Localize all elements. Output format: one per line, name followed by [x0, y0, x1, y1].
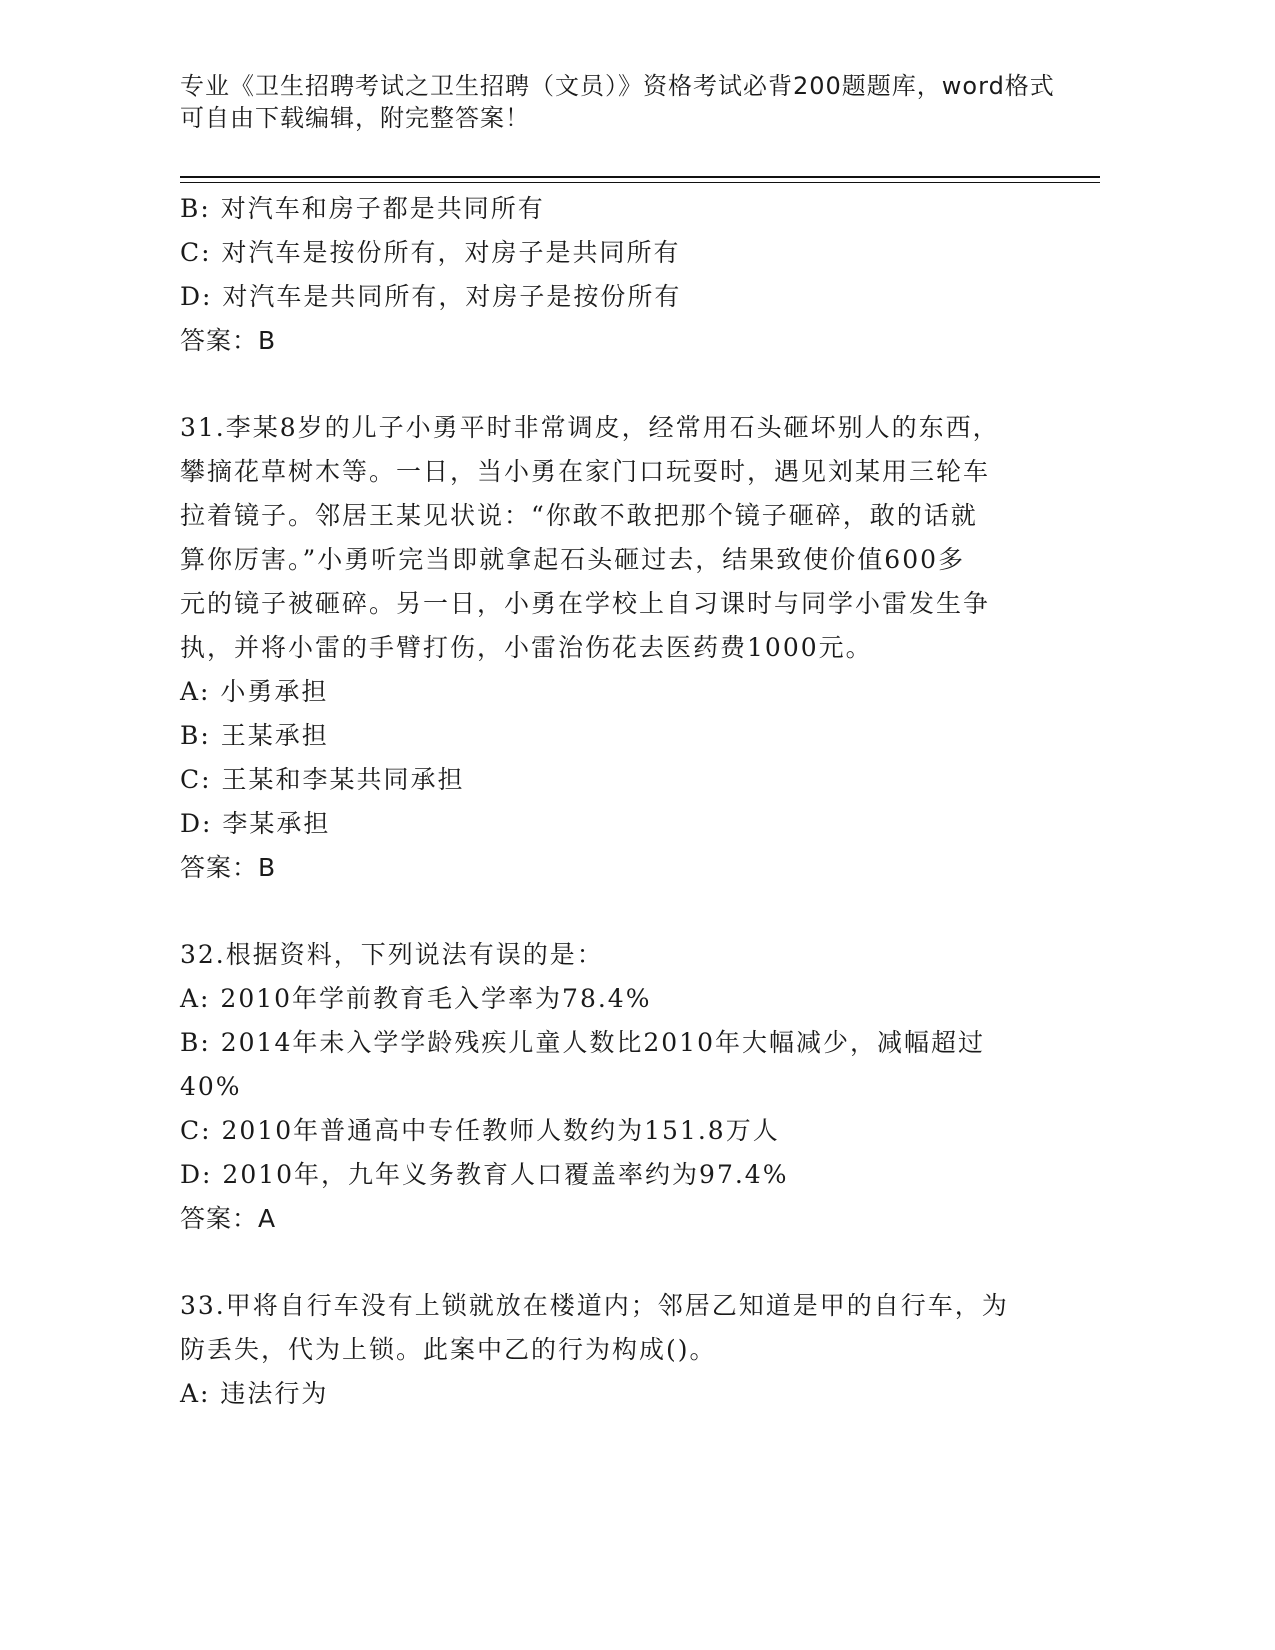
- question-stem: 32.根据资料，下列说法有误的是：: [180, 940, 604, 969]
- option-a: A: 违法行为: [180, 1379, 329, 1408]
- option-b: B: 对汽车和房子都是共同所有: [180, 194, 545, 223]
- stem-line: 防丢失，代为上锁。此案中乙的行为构成()。: [180, 1335, 717, 1364]
- option-d: D: 对汽车是共同所有，对房子是按份所有: [180, 282, 682, 311]
- stem-line: 执，并将小雷的手臂打伤，小雷治伤花去医药费1000元。: [180, 633, 873, 662]
- option-d: D: 李某承担: [180, 809, 331, 838]
- answer: 答案：B: [180, 326, 277, 355]
- option-c: C: 2010年普通高中专任教师人数约为151.8万人: [180, 1116, 780, 1145]
- header-divider-thin: [180, 182, 1100, 183]
- stem-line: 算你厉害。”小勇听完当即就拿起石头砸过去，结果致使价值600多: [180, 545, 966, 574]
- stem-line: 31.李某8岁的儿子小勇平时非常调皮，经常用石头砸坏别人的东西，: [180, 413, 1000, 442]
- question-stem: [180, 1284, 1050, 1372]
- question-stem: [180, 406, 1050, 670]
- stem-line: 攀摘花草树木等。一日，当小勇在家门口玩耍时，遇见刘某用三轮车: [180, 457, 991, 486]
- question-33: [180, 1284, 1050, 1416]
- page-header: [180, 70, 1060, 134]
- header-line-1: 专业《卫生招聘考试之卫生招聘（文员）》资格考试必背200题题库，word格式: [180, 72, 1055, 100]
- stem-line: 拉着镜子。邻居王某见状说：“你敢不敢把那个镜子砸碎，敢的话就: [180, 501, 978, 530]
- option-b: B: 王某承担: [180, 721, 329, 750]
- stem-line: 元的镜子被砸碎。另一日，小勇在学校上自习课时与同学小雷发生争: [180, 589, 991, 618]
- option-c: C: 王某和李某共同承担: [180, 765, 465, 794]
- option-d: D: 2010年，九年义务教育人口覆盖率约为97.4%: [180, 1160, 789, 1189]
- header-divider-thick: [180, 176, 1100, 178]
- option-a: A: 2010年学前教育毛入学率为78.4%: [180, 984, 652, 1013]
- answer: 答案：A: [180, 1204, 277, 1233]
- question-32: [180, 933, 1050, 1241]
- stem-line: 33.甲将自行车没有上锁就放在楼道内；邻居乙知道是甲的自行车，为: [180, 1291, 1009, 1320]
- question-31: [180, 406, 1050, 890]
- option-c: C: 对汽车是按份所有，对房子是共同所有: [180, 238, 681, 267]
- option-b-continued: 40%: [180, 1072, 242, 1101]
- document-body: [180, 187, 1050, 1416]
- answer: 答案：B: [180, 853, 277, 882]
- header-line-2: 可自由下载编辑，附完整答案！: [180, 104, 530, 132]
- option-a: A: 小勇承担: [180, 677, 329, 706]
- option-b: B: 2014年未入学学龄残疾儿童人数比2010年大幅减少，减幅超过: [180, 1028, 985, 1057]
- question-30: [180, 187, 1050, 363]
